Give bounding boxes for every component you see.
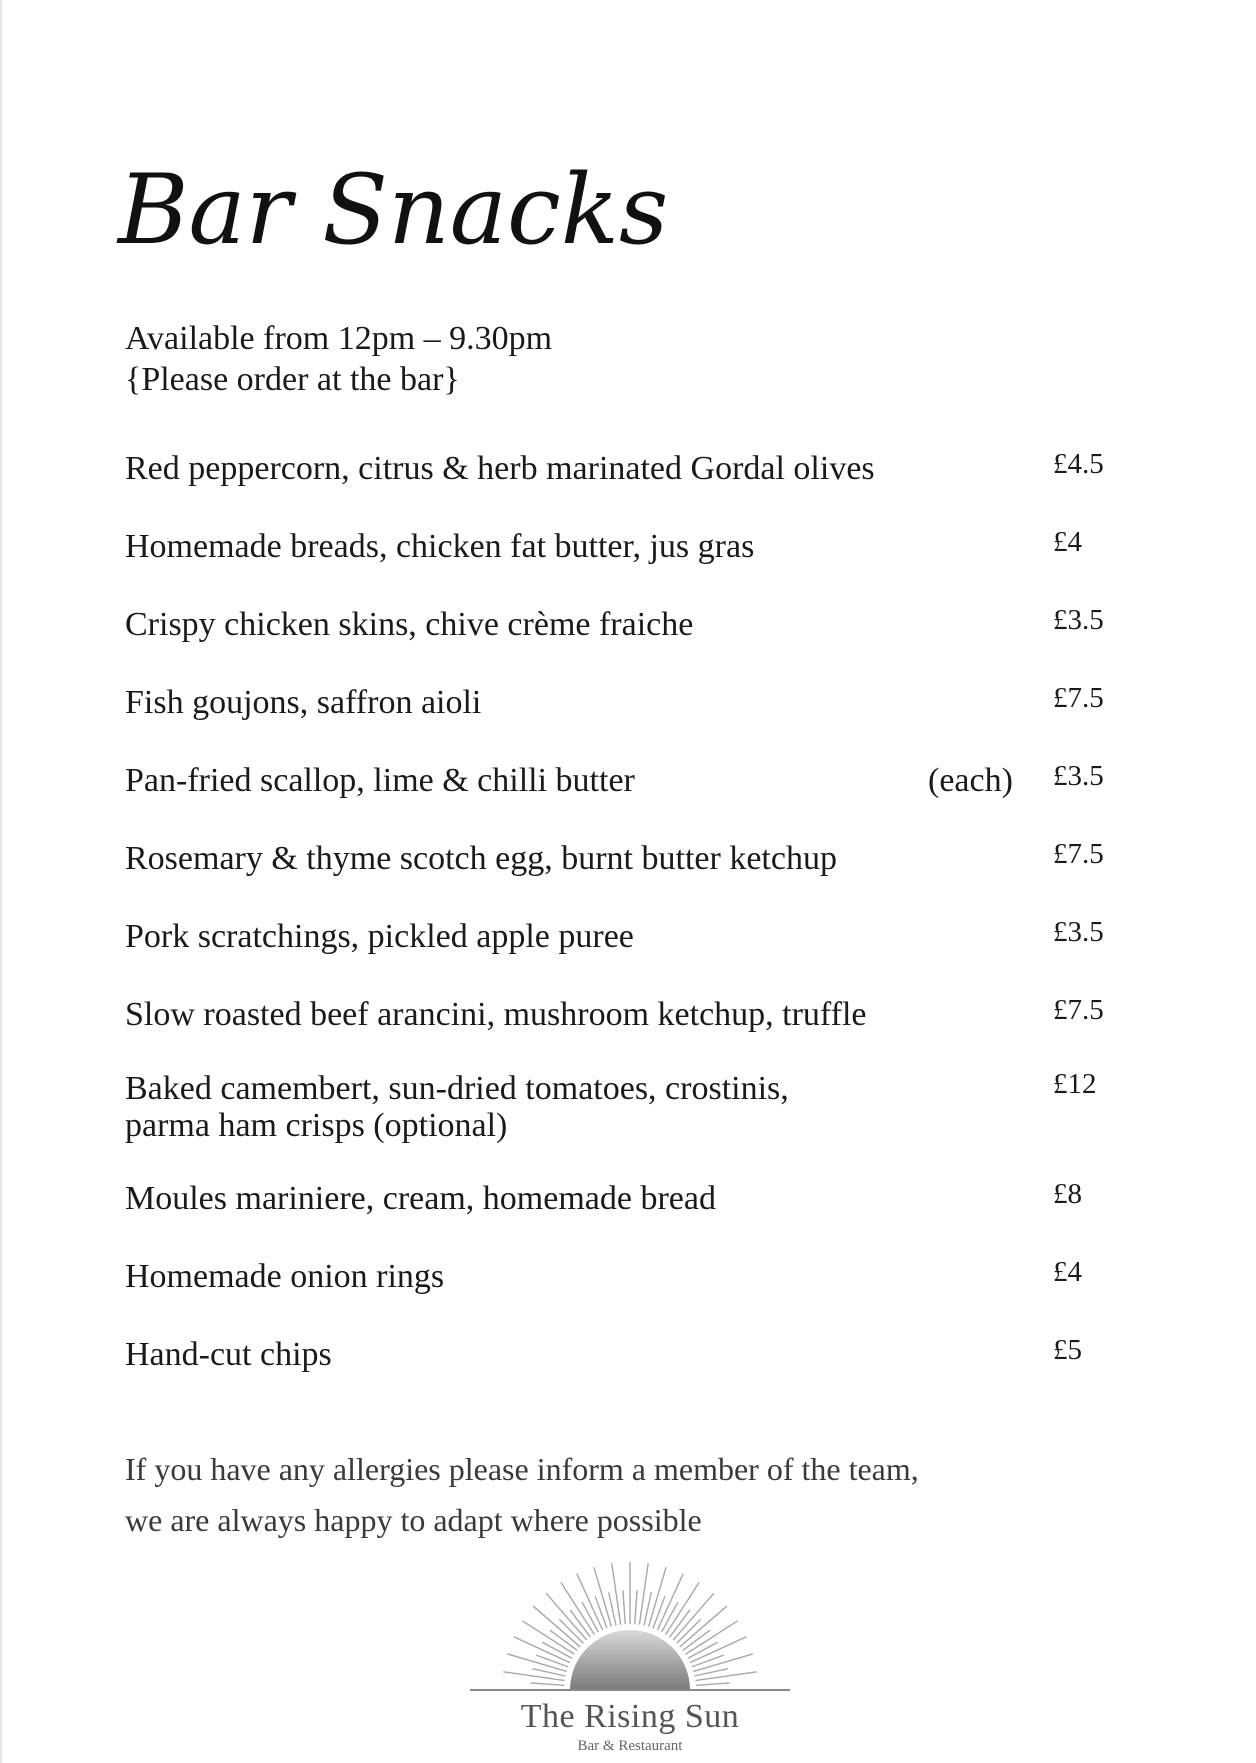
logo-subtitle: Bar & Restaurant	[577, 1738, 683, 1754]
availability-block	[125, 318, 552, 400]
item-name: Crispy chicken skins, chive crème fraiche	[125, 606, 694, 643]
rising-sun-icon	[450, 1560, 810, 1710]
item-note: (each)	[928, 762, 1013, 799]
item-name: Slow roasted beef arancini, mushroom ketchup, truffle	[125, 996, 867, 1033]
item-name-line2: parma ham crisps (optional)	[125, 1107, 508, 1144]
item-name: Fish goujons, saffron aioli	[125, 684, 482, 721]
sun-ray	[653, 1596, 665, 1628]
sun-ray	[546, 1593, 587, 1640]
item-name: Pan-fried scallop, lime & chilli butter	[125, 762, 635, 799]
item-price: £12	[1053, 1068, 1097, 1100]
item-name: Hand-cut chips	[125, 1336, 332, 1373]
sun-ray	[673, 1593, 714, 1640]
item-price: £4.5	[1053, 448, 1104, 480]
sun-ray	[635, 1590, 637, 1624]
sun-ray	[692, 1655, 724, 1667]
item-price: £5	[1053, 1334, 1082, 1366]
item-price: £3.5	[1053, 760, 1104, 792]
menu-title-text: Bar Snacks	[118, 154, 669, 266]
item-price: £7.5	[1053, 994, 1104, 1026]
allergy-line-2: we are always happy to adapt where possible	[125, 1502, 702, 1538]
item-price: £3.5	[1053, 916, 1104, 948]
availability-text: Available from 12pm – 9.30pm	[125, 320, 553, 357]
menu-title	[118, 138, 669, 288]
sun-ray	[595, 1596, 607, 1628]
item-name: Rosemary & thyme scotch egg, burnt butter ketchup	[125, 840, 837, 877]
allergy-note	[125, 1444, 919, 1546]
item-name: Red peppercorn, citrus & herb marinated Gordal olives	[125, 450, 875, 487]
sun-ray	[623, 1590, 625, 1624]
sun-ray	[536, 1655, 568, 1667]
allergy-line-1: If you have any allergies please inform a member of the team,	[125, 1451, 919, 1487]
sun-ray	[696, 1683, 730, 1685]
sun-ray	[680, 1606, 727, 1647]
restaurant-logo	[450, 1560, 810, 1760]
item-name: Baked camembert, sun-dried tomatoes, crostinis,	[125, 1070, 789, 1107]
sun-ray	[533, 1606, 580, 1647]
item-name: Moules mariniere, cream, homemade bread	[125, 1180, 716, 1217]
item-price: £4	[1053, 1256, 1082, 1288]
logo-name: The Rising Sun	[520, 1698, 740, 1735]
item-price: £3.5	[1053, 604, 1104, 636]
item-name: Homemade breads, chicken fat butter, jus gras	[125, 528, 755, 565]
order-note: {Please order at the bar}	[125, 361, 460, 398]
item-price: £7.5	[1053, 838, 1104, 870]
item-name: Pork scratchings, pickled apple puree	[125, 918, 634, 955]
item-price: £4	[1053, 526, 1082, 558]
item-price: £8	[1053, 1178, 1082, 1210]
item-name: Homemade onion rings	[125, 1258, 445, 1295]
sun-ray	[530, 1683, 564, 1685]
item-price: £7.5	[1053, 682, 1104, 714]
